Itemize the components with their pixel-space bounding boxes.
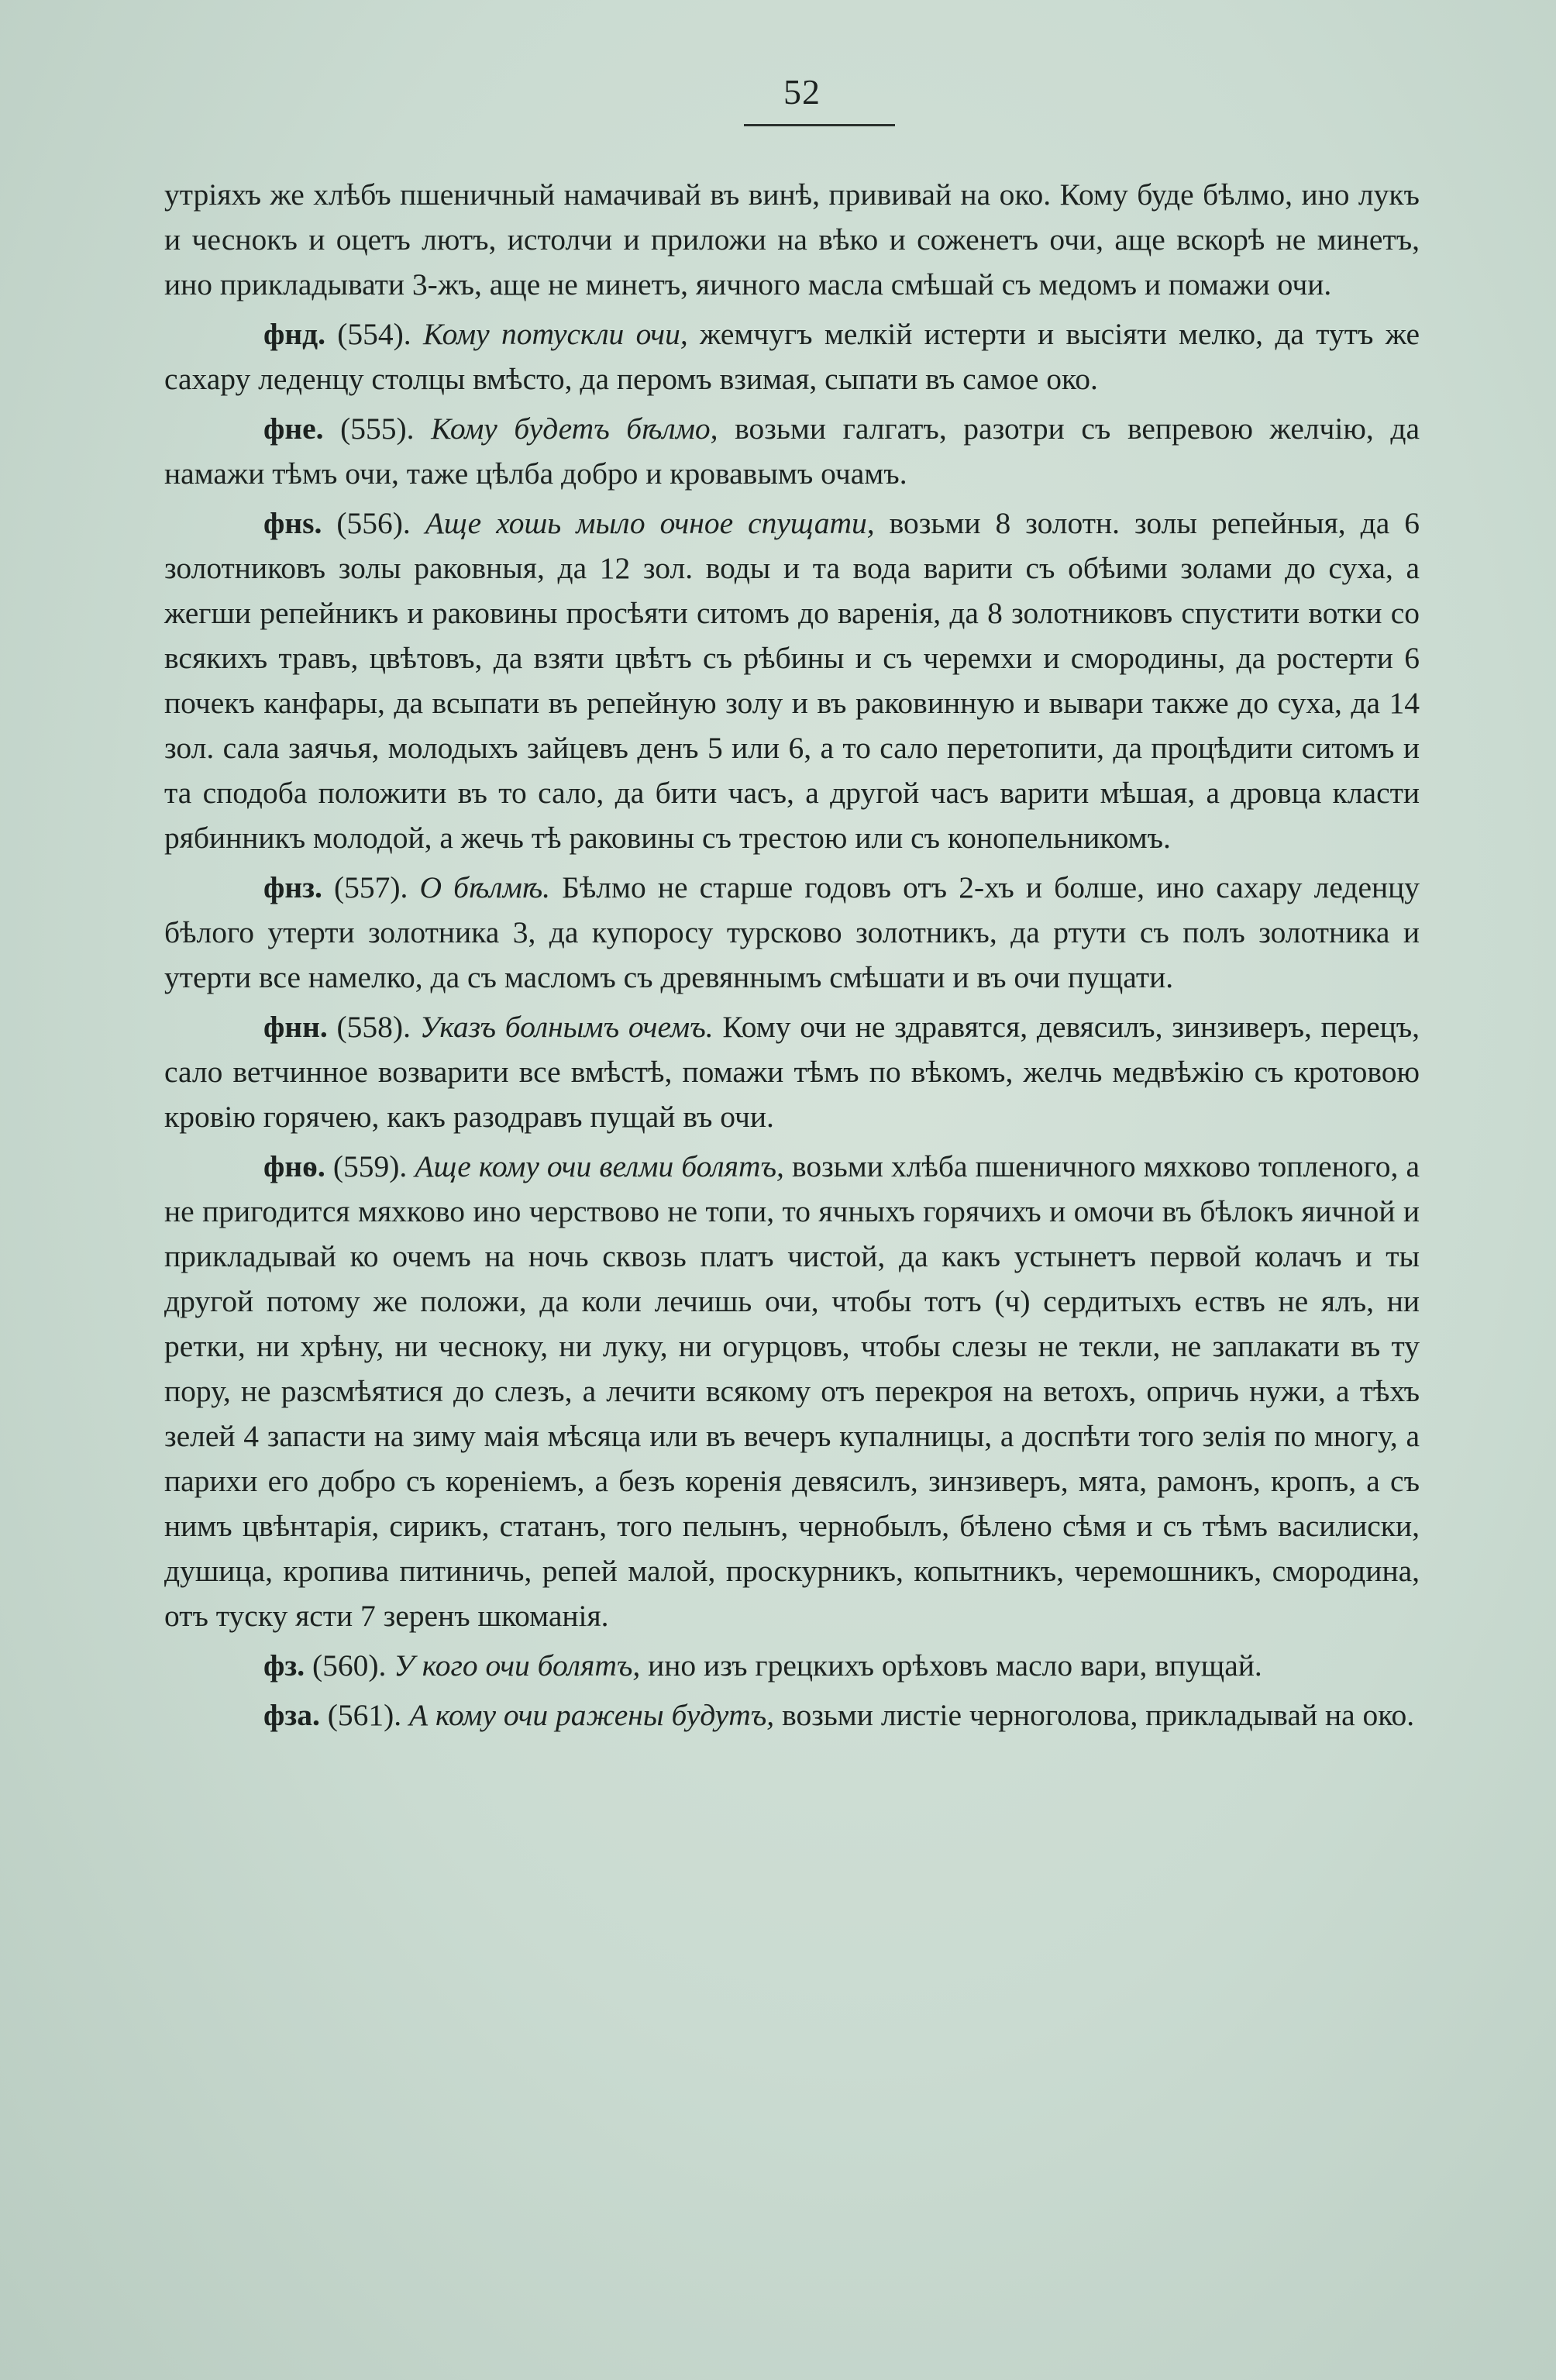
paragraph-text: ино изъ грецкихъ орѣховъ масло вари, впущай. — [648, 1648, 1262, 1683]
body-text — [164, 172, 1420, 1742]
header-rule — [744, 124, 895, 126]
entry-title: Аще кому очи велми болятъ, — [415, 1149, 784, 1183]
entry-title: А кому очи ражены будутъ, — [409, 1698, 775, 1732]
entry-signature: фне. — [263, 412, 324, 446]
paragraph-555 — [164, 406, 1420, 496]
entry-title: У кого очи болятъ, — [394, 1648, 641, 1683]
paragraph-559 — [164, 1144, 1420, 1638]
paragraph-text: утріяхъ же хлѣбъ пшеничный намачивай въ винѣ, прививай на око. Кому буде бѣлмо, ино лукъ и чеснокъ и оцетъ лютъ, истолчи и приложи на вѣко и соженетъ очи, аще вскорѣ не минетъ, ино прикладывати 3-жъ, аще не минетъ, яичного масла смѣшай съ медомъ и помажи очи. — [164, 177, 1420, 301]
entry-title: О бѣлмѣ. — [419, 870, 551, 904]
paragraph-text: возьми листіе черноголова, прикладывай на око. — [782, 1698, 1415, 1732]
paragraph-text: Кому очи не здравятся, девясилъ, зинзиверъ, перецъ, сало ветчинное возварити все вмѣстѣ, помажи тѣмъ по вѣкомъ, желчь медвѣжію съ кротовою кровію горячею, какъ разодравъ пущай въ очи. — [164, 1010, 1420, 1134]
entry-number: (558). — [336, 1010, 411, 1044]
entry-number: (557). — [333, 870, 408, 904]
entry-title: Аще хошь мыло очное спущати, — [425, 506, 875, 540]
entry-number: (556). — [336, 506, 411, 540]
entry-signature: фнѕ. — [263, 506, 322, 540]
paragraph-560 — [164, 1643, 1420, 1688]
entry-signature: фнн. — [263, 1010, 328, 1044]
entry-title: Кому будетъ бѣлмо, — [431, 412, 718, 446]
entry-number: (560). — [312, 1648, 387, 1683]
entry-signature: фза. — [263, 1698, 320, 1732]
entry-number: (559). — [332, 1149, 408, 1183]
entry-title: Кому потускли очи, — [422, 317, 688, 351]
entry-signature: фнѳ. — [263, 1149, 325, 1183]
entry-title: Указъ болнымъ очемъ. — [419, 1010, 714, 1044]
entry-number: (561). — [327, 1698, 402, 1732]
entry-number: (554). — [337, 317, 411, 351]
entry-signature: фнд. — [263, 317, 325, 351]
entry-number: (555). — [340, 412, 415, 446]
paragraph-556 — [164, 501, 1420, 860]
paragraph-text: возьми галгатъ, разотри съ вепревою желчію, да намажи тѣмъ очи, таже цѣлба добро и кровавымъ очамъ. — [164, 412, 1420, 491]
paragraph-text: жемчугъ мелкій истерти и высіяти мелко, да тутъ же сахару леденцу столцы вмѣсто, да перомъ взимая, сыпати въ самое око. — [164, 317, 1420, 396]
paragraph-561 — [164, 1693, 1420, 1738]
paragraph-554 — [164, 312, 1420, 401]
paragraph-0 — [164, 172, 1420, 307]
paragraph-558 — [164, 1004, 1420, 1139]
paragraph-text: возьми хлѣба пшеничного мяхково топленого, а не пригодится мяхково ино черствово не топи, то ячныхъ горячихъ и омочи въ бѣлокъ яичной и прикладывай ко очемъ на ночь сквозь платъ чистой, да какъ устынетъ первой колачъ и ты другой потому же положи, да коли лечишь очи, чтобы тотъ (ч) сердитыхъ ествъ не ялъ, ни ретки, ни хрѣну, ни чесноку, ни луку, ни огурцовъ, чтобы слезы не текли, не заплакати въ ту пору, не разсмѣятися до слезъ, а лечити всякому отъ перекроя на ветохъ, опричь нужи, а тѣхъ зелей 4 запасти на зиму маія мѣсяца или въ вечеръ купалницы, а доспѣти того зелія по многу, а парихи его добро съ кореніемъ, а безъ коренія девясилъ, зинзиверъ, мята, рамонъ, кропъ, а съ нимъ цвѣнтарія, сирикъ, статанъ, того пелынъ, чернобылъ, бѣлено сѣмя и съ тѣмъ василиски, душица, кропива питиничь, репей малой, проскурникъ, копытникъ, черемошникъ, смородина, отъ туску ясти 7 зеренъ шкоманія. — [164, 1149, 1420, 1633]
entry-signature: фз. — [263, 1648, 305, 1683]
page-number: 52 — [783, 72, 821, 112]
entry-signature: фнз. — [263, 870, 322, 904]
paragraph-text: Бѣлмо не старше годовъ отъ 2-хъ и болше, ино сахару леденцу бѣлого утерти золотника 3, да купоросу турсково золотникъ, да ртути съ полъ золотника и утерти все намелко, да съ масломъ съ древяннымъ смѣшати и въ очи пущати. — [164, 870, 1420, 994]
paragraph-text: возьми 8 золотн. золы репейныя, да 6 золотниковъ золы раковныя, да 12 зол. воды и та вода варити съ обѣими золами до суха, а жегши репейникъ и раковины просѣяти ситомъ до варенія, да 8 золотниковъ спустити вотки со всякихъ травъ, цвѣтовъ, да взяти цвѣтъ съ рѣбины и съ черемхи и смородины, да ростерти 6 почекъ канфары, да всыпати въ репейную золу и въ раковинную и вывари также до суха, да 14 зол. сала заячья, молодыхъ зайцевъ денъ 5 или 6, а то сало перетопити, да процѣдити ситомъ и та сподоба положити въ то сало, да бити часъ, а другой часъ варити мѣшая, а дровца класти рябинникъ молодой, а жечь тѣ раковины съ трестою или съ конопельникомъ. — [164, 506, 1420, 855]
paragraph-557 — [164, 865, 1420, 1000]
